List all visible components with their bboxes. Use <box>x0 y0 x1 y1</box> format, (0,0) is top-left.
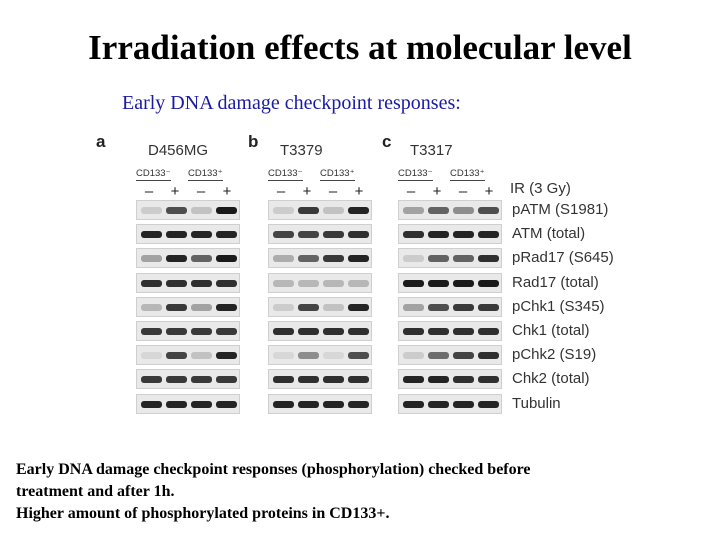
protein-band <box>191 304 212 311</box>
cell-group-label: CD133⁻ <box>136 168 171 179</box>
protein-band <box>453 376 474 383</box>
cell-group-label: CD133⁺ <box>188 168 223 179</box>
protein-band <box>403 401 424 408</box>
protein-band <box>348 280 369 287</box>
protein-band <box>273 207 294 214</box>
protein-band <box>273 352 294 359</box>
blot-strip <box>136 200 240 220</box>
protein-band <box>428 376 449 383</box>
panel-letter: c <box>382 132 392 151</box>
protein-band <box>323 207 344 214</box>
lane-treatment-sign: + <box>484 183 494 200</box>
lane-treatment-sign: + <box>354 183 364 200</box>
protein-band <box>478 207 499 214</box>
blot-strip <box>136 369 240 389</box>
protein-band <box>141 280 162 287</box>
protein-band <box>216 352 237 359</box>
protein-band <box>216 304 237 311</box>
protein-band <box>323 255 344 262</box>
protein-band <box>141 401 162 408</box>
protein-band <box>323 328 344 335</box>
lane-treatment-sign: + <box>222 183 232 200</box>
blot-strip <box>268 369 372 389</box>
protein-band <box>166 376 187 383</box>
protein-band <box>348 304 369 311</box>
protein-band <box>298 401 319 408</box>
protein-row-label: Tubulin <box>512 394 561 412</box>
protein-band <box>323 376 344 383</box>
lane-treatment-sign: – <box>144 183 154 200</box>
protein-band <box>323 231 344 238</box>
protein-band <box>141 304 162 311</box>
protein-band <box>273 280 294 287</box>
protein-band <box>478 304 499 311</box>
protein-band <box>191 255 212 262</box>
protein-band <box>403 328 424 335</box>
protein-band <box>166 207 187 214</box>
protein-band <box>298 231 319 238</box>
lane-treatment-sign: – <box>406 183 416 200</box>
protein-band <box>216 231 237 238</box>
protein-band <box>298 304 319 311</box>
protein-row-label: Chk2 (total) <box>512 370 590 388</box>
protein-row-label: Chk1 (total) <box>512 322 590 339</box>
protein-band <box>348 352 369 359</box>
panel-letter: b <box>248 132 259 151</box>
protein-band <box>478 352 499 359</box>
blot-strip <box>136 394 240 414</box>
caption-line: Higher amount of phosphorylated proteins in CD133+. <box>16 505 390 522</box>
caption-line: treatment and after 1h. <box>16 483 175 500</box>
protein-band <box>348 328 369 335</box>
protein-band <box>453 255 474 262</box>
protein-band <box>428 231 449 238</box>
protein-band <box>428 207 449 214</box>
protein-band <box>298 328 319 335</box>
slide-title: Irradiation effects at molecular level <box>88 28 632 67</box>
protein-band <box>348 207 369 214</box>
blot-strip <box>268 321 372 341</box>
blot-strip <box>136 224 240 244</box>
protein-band <box>298 207 319 214</box>
protein-band <box>216 376 237 383</box>
blot-strip <box>268 394 372 414</box>
cell-group-label: CD133⁻ <box>398 168 433 179</box>
caption-line: Early DNA damage checkpoint responses (phosphorylation) checked before <box>16 461 531 478</box>
caption <box>16 459 716 525</box>
blot-strip <box>268 248 372 268</box>
protein-band <box>191 376 212 383</box>
protein-band <box>323 401 344 408</box>
protein-row-label: pChk2 (S19) <box>512 346 597 364</box>
protein-band <box>323 352 344 359</box>
protein-row-label: ATM (total) <box>512 225 586 243</box>
blot-strip <box>136 248 240 268</box>
protein-band <box>141 352 162 359</box>
protein-band <box>141 328 162 335</box>
cell-group-label: CD133⁺ <box>320 168 355 179</box>
lane-treatment-sign: – <box>196 183 206 200</box>
protein-band <box>478 280 499 287</box>
protein-band <box>348 376 369 383</box>
protein-band <box>428 328 449 335</box>
protein-band <box>428 304 449 311</box>
blot-strip <box>398 200 502 220</box>
blot-strip <box>268 297 372 317</box>
protein-band <box>166 304 187 311</box>
protein-band <box>166 352 187 359</box>
protein-band <box>323 280 344 287</box>
protein-band <box>323 304 344 311</box>
protein-band <box>166 401 187 408</box>
protein-band <box>273 255 294 262</box>
protein-band <box>403 280 424 287</box>
lane-treatment-sign: + <box>432 183 442 200</box>
protein-band <box>191 280 212 287</box>
lane-treatment-sign: – <box>458 183 468 200</box>
protein-row-label: Rad17 (total) <box>512 273 599 291</box>
protein-band <box>403 304 424 311</box>
protein-band <box>453 328 474 335</box>
cell-line-name: D456MG <box>148 142 209 159</box>
protein-band <box>191 401 212 408</box>
protein-band <box>428 280 449 287</box>
protein-band <box>403 207 424 214</box>
lane-treatment-sign: – <box>276 183 286 200</box>
protein-band <box>141 255 162 262</box>
blot-strip <box>398 273 502 293</box>
blot-strip <box>268 224 372 244</box>
protein-band <box>216 328 237 335</box>
protein-band <box>348 231 369 238</box>
protein-band <box>273 328 294 335</box>
protein-band <box>478 401 499 408</box>
blot-strip <box>268 273 372 293</box>
treatment-label: IR (3 Gy) <box>510 180 571 197</box>
protein-band <box>298 352 319 359</box>
cell-line-name: T3317 <box>410 142 453 159</box>
protein-band <box>298 280 319 287</box>
cell-line-name: T3379 <box>280 142 323 159</box>
protein-band <box>191 207 212 214</box>
blot-strip <box>398 369 502 389</box>
blot-strip <box>268 200 372 220</box>
protein-band <box>453 304 474 311</box>
blot-strip <box>136 345 240 365</box>
blot-strip <box>398 224 502 244</box>
blot-strip <box>398 248 502 268</box>
protein-band <box>403 376 424 383</box>
protein-band <box>216 280 237 287</box>
protein-band <box>348 401 369 408</box>
protein-band <box>166 231 187 238</box>
protein-band <box>428 255 449 262</box>
protein-band <box>403 352 424 359</box>
lane-treatment-sign: + <box>170 183 180 200</box>
protein-band <box>166 255 187 262</box>
protein-row-label: pRad17 (S645) <box>512 249 614 267</box>
blot-strip <box>136 321 240 341</box>
protein-band <box>428 401 449 408</box>
blot-strip <box>398 297 502 317</box>
protein-band <box>478 328 499 335</box>
protein-band <box>191 328 212 335</box>
protein-band <box>453 231 474 238</box>
protein-row-label: pChk1 (S345) <box>512 297 605 315</box>
protein-band <box>166 328 187 335</box>
protein-band <box>141 376 162 383</box>
blot-strip <box>136 273 240 293</box>
protein-band <box>403 231 424 238</box>
protein-band <box>453 352 474 359</box>
protein-band <box>216 401 237 408</box>
cell-group-label: CD133⁻ <box>268 168 303 179</box>
protein-band <box>478 376 499 383</box>
protein-band <box>273 376 294 383</box>
protein-band <box>166 280 187 287</box>
blot-strip <box>398 345 502 365</box>
lane-treatment-sign: – <box>328 183 338 200</box>
protein-band <box>216 255 237 262</box>
blot-strip <box>268 345 372 365</box>
western-blot-figure <box>88 128 648 428</box>
protein-band <box>191 352 212 359</box>
protein-band <box>141 231 162 238</box>
protein-band <box>298 376 319 383</box>
blot-strip <box>398 321 502 341</box>
cell-group-label: CD133⁺ <box>450 168 485 179</box>
protein-band <box>298 255 319 262</box>
protein-band <box>273 401 294 408</box>
protein-band <box>273 304 294 311</box>
protein-band <box>141 207 162 214</box>
protein-band <box>273 231 294 238</box>
protein-band <box>428 352 449 359</box>
blot-strip <box>398 394 502 414</box>
slide-subtitle: Early DNA damage checkpoint responses: <box>122 92 461 114</box>
panel-letter: a <box>96 132 106 151</box>
protein-band <box>191 231 212 238</box>
protein-row-label: pATM (S1981) <box>512 201 609 218</box>
protein-band <box>478 231 499 238</box>
protein-band <box>403 255 424 262</box>
protein-band <box>478 255 499 262</box>
blot-strip <box>136 297 240 317</box>
protein-band <box>453 280 474 287</box>
protein-band <box>216 207 237 214</box>
protein-band <box>348 255 369 262</box>
protein-band <box>453 207 474 214</box>
lane-treatment-sign: + <box>302 183 312 200</box>
protein-band <box>453 401 474 408</box>
